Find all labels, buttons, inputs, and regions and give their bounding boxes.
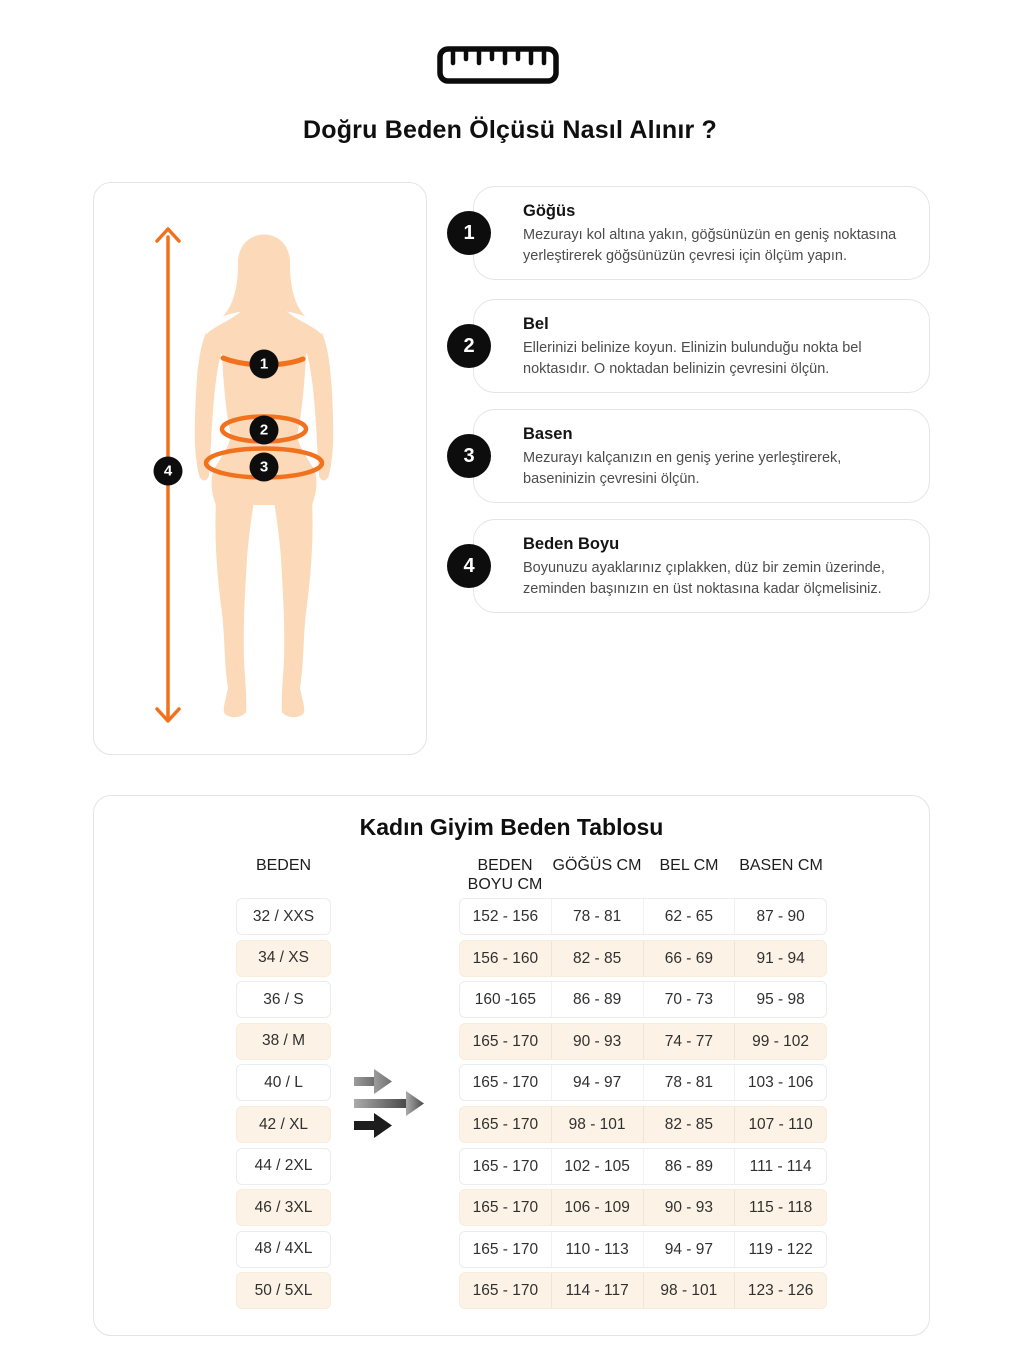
table-row-values	[459, 1231, 827, 1268]
step-title: Göğüs	[523, 202, 576, 220]
column-header-beden: BEDEN	[255, 857, 312, 874]
table-value-cell: 165 - 170	[472, 1116, 539, 1133]
silhouette-right-leg	[274, 501, 313, 717]
step-card-chest	[463, 186, 930, 280]
table-row-size-cell: 32 / XXS	[236, 898, 331, 935]
table-value-cell: 111 - 114	[734, 1149, 826, 1184]
table-value-cell: 95 - 98	[734, 982, 826, 1017]
step-description: Boyunuzu ayaklarınız çıplakken, düz bir zemin üzerinde, zeminden başınızın en üst noktasına kadar ölçmelisiniz.	[523, 560, 885, 597]
step-card-hips	[463, 409, 930, 503]
silhouette-left-leg	[215, 501, 254, 717]
size-table-title: Kadın Giyim Beden Tablosu	[359, 814, 664, 840]
table-value-cell: 66 - 69	[643, 941, 735, 976]
table-value-cell: 102 - 105	[551, 1149, 643, 1184]
table-row-values	[459, 981, 827, 1018]
column-header-basen: BASEN CM	[739, 857, 823, 874]
table-row-values	[459, 940, 827, 977]
table-row-size-cell: 44 / 2XL	[236, 1148, 331, 1185]
table-row-size-cell: 38 / M	[236, 1023, 331, 1060]
column-header-beden-boyu: BEDEN BOYU CM	[467, 857, 543, 893]
step-card-waist	[463, 299, 930, 393]
step-number-badge: 1	[447, 211, 491, 255]
table-value-cell: 107 - 110	[734, 1107, 826, 1142]
table-value-cell: 115 - 118	[734, 1190, 826, 1225]
page-title: Doğru Beden Ölçüsü Nasıl Alınır ?	[302, 116, 718, 144]
table-value-cell: 103 - 106	[734, 1065, 826, 1100]
column-header-gogus: GÖĞÜS CM	[552, 857, 642, 874]
column-header-bel: BEL CM	[659, 857, 719, 874]
size-pointer-arrows-icon	[352, 1062, 428, 1144]
svg-text:1: 1	[259, 355, 269, 373]
table-value-cell: 165 - 170	[472, 1240, 539, 1258]
size-table-panel	[93, 795, 930, 1336]
step-description: Mezurayı kalçanızın en geniş yerine yerleştirerek, baseninizin çevresini ölçün.	[523, 450, 842, 487]
table-row-values	[459, 1189, 827, 1226]
table-row-values	[459, 1272, 827, 1309]
table-value-cell: 82 - 85	[643, 1107, 735, 1142]
table-row-values	[459, 1064, 827, 1101]
table-row-size-cell: 42 / XL	[236, 1106, 331, 1143]
svg-text:2: 2	[259, 421, 269, 439]
table-value-cell: 110 - 113	[551, 1232, 643, 1267]
table-value-cell: 165 - 170	[472, 1074, 539, 1092]
table-row-values	[459, 1148, 827, 1185]
step-title: Beden Boyu	[523, 535, 620, 553]
table-value-cell: 78 - 81	[643, 1065, 735, 1100]
table-value-cell: 106 - 109	[551, 1190, 643, 1225]
table-value-cell: 94 - 97	[551, 1065, 643, 1100]
step-title: Bel	[523, 315, 549, 333]
table-value-cell: 74 - 77	[643, 1024, 735, 1059]
table-value-cell: 82 - 85	[551, 941, 643, 976]
step-title: Basen	[523, 425, 573, 443]
table-row-size-cell: 48 / 4XL	[236, 1231, 331, 1268]
step-card-height	[463, 519, 930, 613]
table-value-cell: 62 - 65	[643, 899, 735, 934]
table-row-values	[459, 1106, 827, 1143]
step-description: Mezurayı kol altına yakın, göğsünüzün en geniş noktasına yerleştirerek göğsünüzün çevresi için ölçüm yapın.	[523, 227, 897, 264]
table-value-cell: 70 - 73	[643, 982, 735, 1017]
table-value-cell: 165 - 170	[472, 1157, 539, 1175]
svg-text:3: 3	[259, 458, 269, 476]
table-value-cell: 86 - 89	[551, 982, 643, 1017]
measurement-figure-panel	[93, 182, 427, 755]
table-value-cell: 98 - 101	[643, 1273, 735, 1308]
table-value-cell: 160 -165	[474, 991, 536, 1009]
step-number-badge: 3	[447, 434, 491, 478]
table-row-values	[459, 1023, 827, 1060]
table-value-cell: 165 - 170	[472, 1282, 539, 1300]
table-row-size-cell: 50 / 5XL	[236, 1272, 331, 1309]
table-value-cell: 114 - 117	[551, 1273, 643, 1308]
step-number-badge: 4	[447, 544, 491, 588]
step-description: Ellerinizi belinize koyun. Elinizin bulunduğu nokta bel noktasıdır. O noktadan belinizin çevresini ölçün.	[523, 340, 862, 377]
table-value-cell: 78 - 81	[551, 899, 643, 934]
table-value-cell: 90 - 93	[643, 1190, 735, 1225]
body-measurement-figure	[94, 183, 426, 754]
table-value-cell: 91 - 94	[734, 941, 826, 976]
table-row-size-cell: 40 / L	[236, 1064, 331, 1101]
table-value-cell: 152 - 156	[472, 908, 539, 925]
table-value-cell: 87 - 90	[734, 899, 826, 934]
table-value-cell: 156 - 160	[472, 949, 539, 967]
table-value-cell: 165 - 170	[472, 1199, 539, 1217]
table-value-cell: 94 - 97	[643, 1232, 735, 1267]
ruler-icon	[437, 46, 559, 86]
table-value-cell: 90 - 93	[551, 1024, 643, 1059]
table-row-values	[459, 898, 827, 935]
table-row-size-cell: 46 / 3XL	[236, 1189, 331, 1226]
table-value-cell: 99 - 102	[734, 1024, 826, 1059]
table-value-cell: 86 - 89	[643, 1149, 735, 1184]
step-number-badge: 2	[447, 324, 491, 368]
table-value-cell: 98 - 101	[551, 1107, 643, 1142]
table-value-cell: 119 - 122	[734, 1232, 826, 1267]
table-row-size-cell: 34 / XS	[236, 940, 331, 977]
table-row-size-cell: 36 / S	[236, 981, 331, 1018]
table-value-cell: 123 - 126	[734, 1273, 826, 1308]
svg-text:4: 4	[163, 462, 173, 480]
table-value-cell: 165 - 170	[472, 1032, 539, 1050]
